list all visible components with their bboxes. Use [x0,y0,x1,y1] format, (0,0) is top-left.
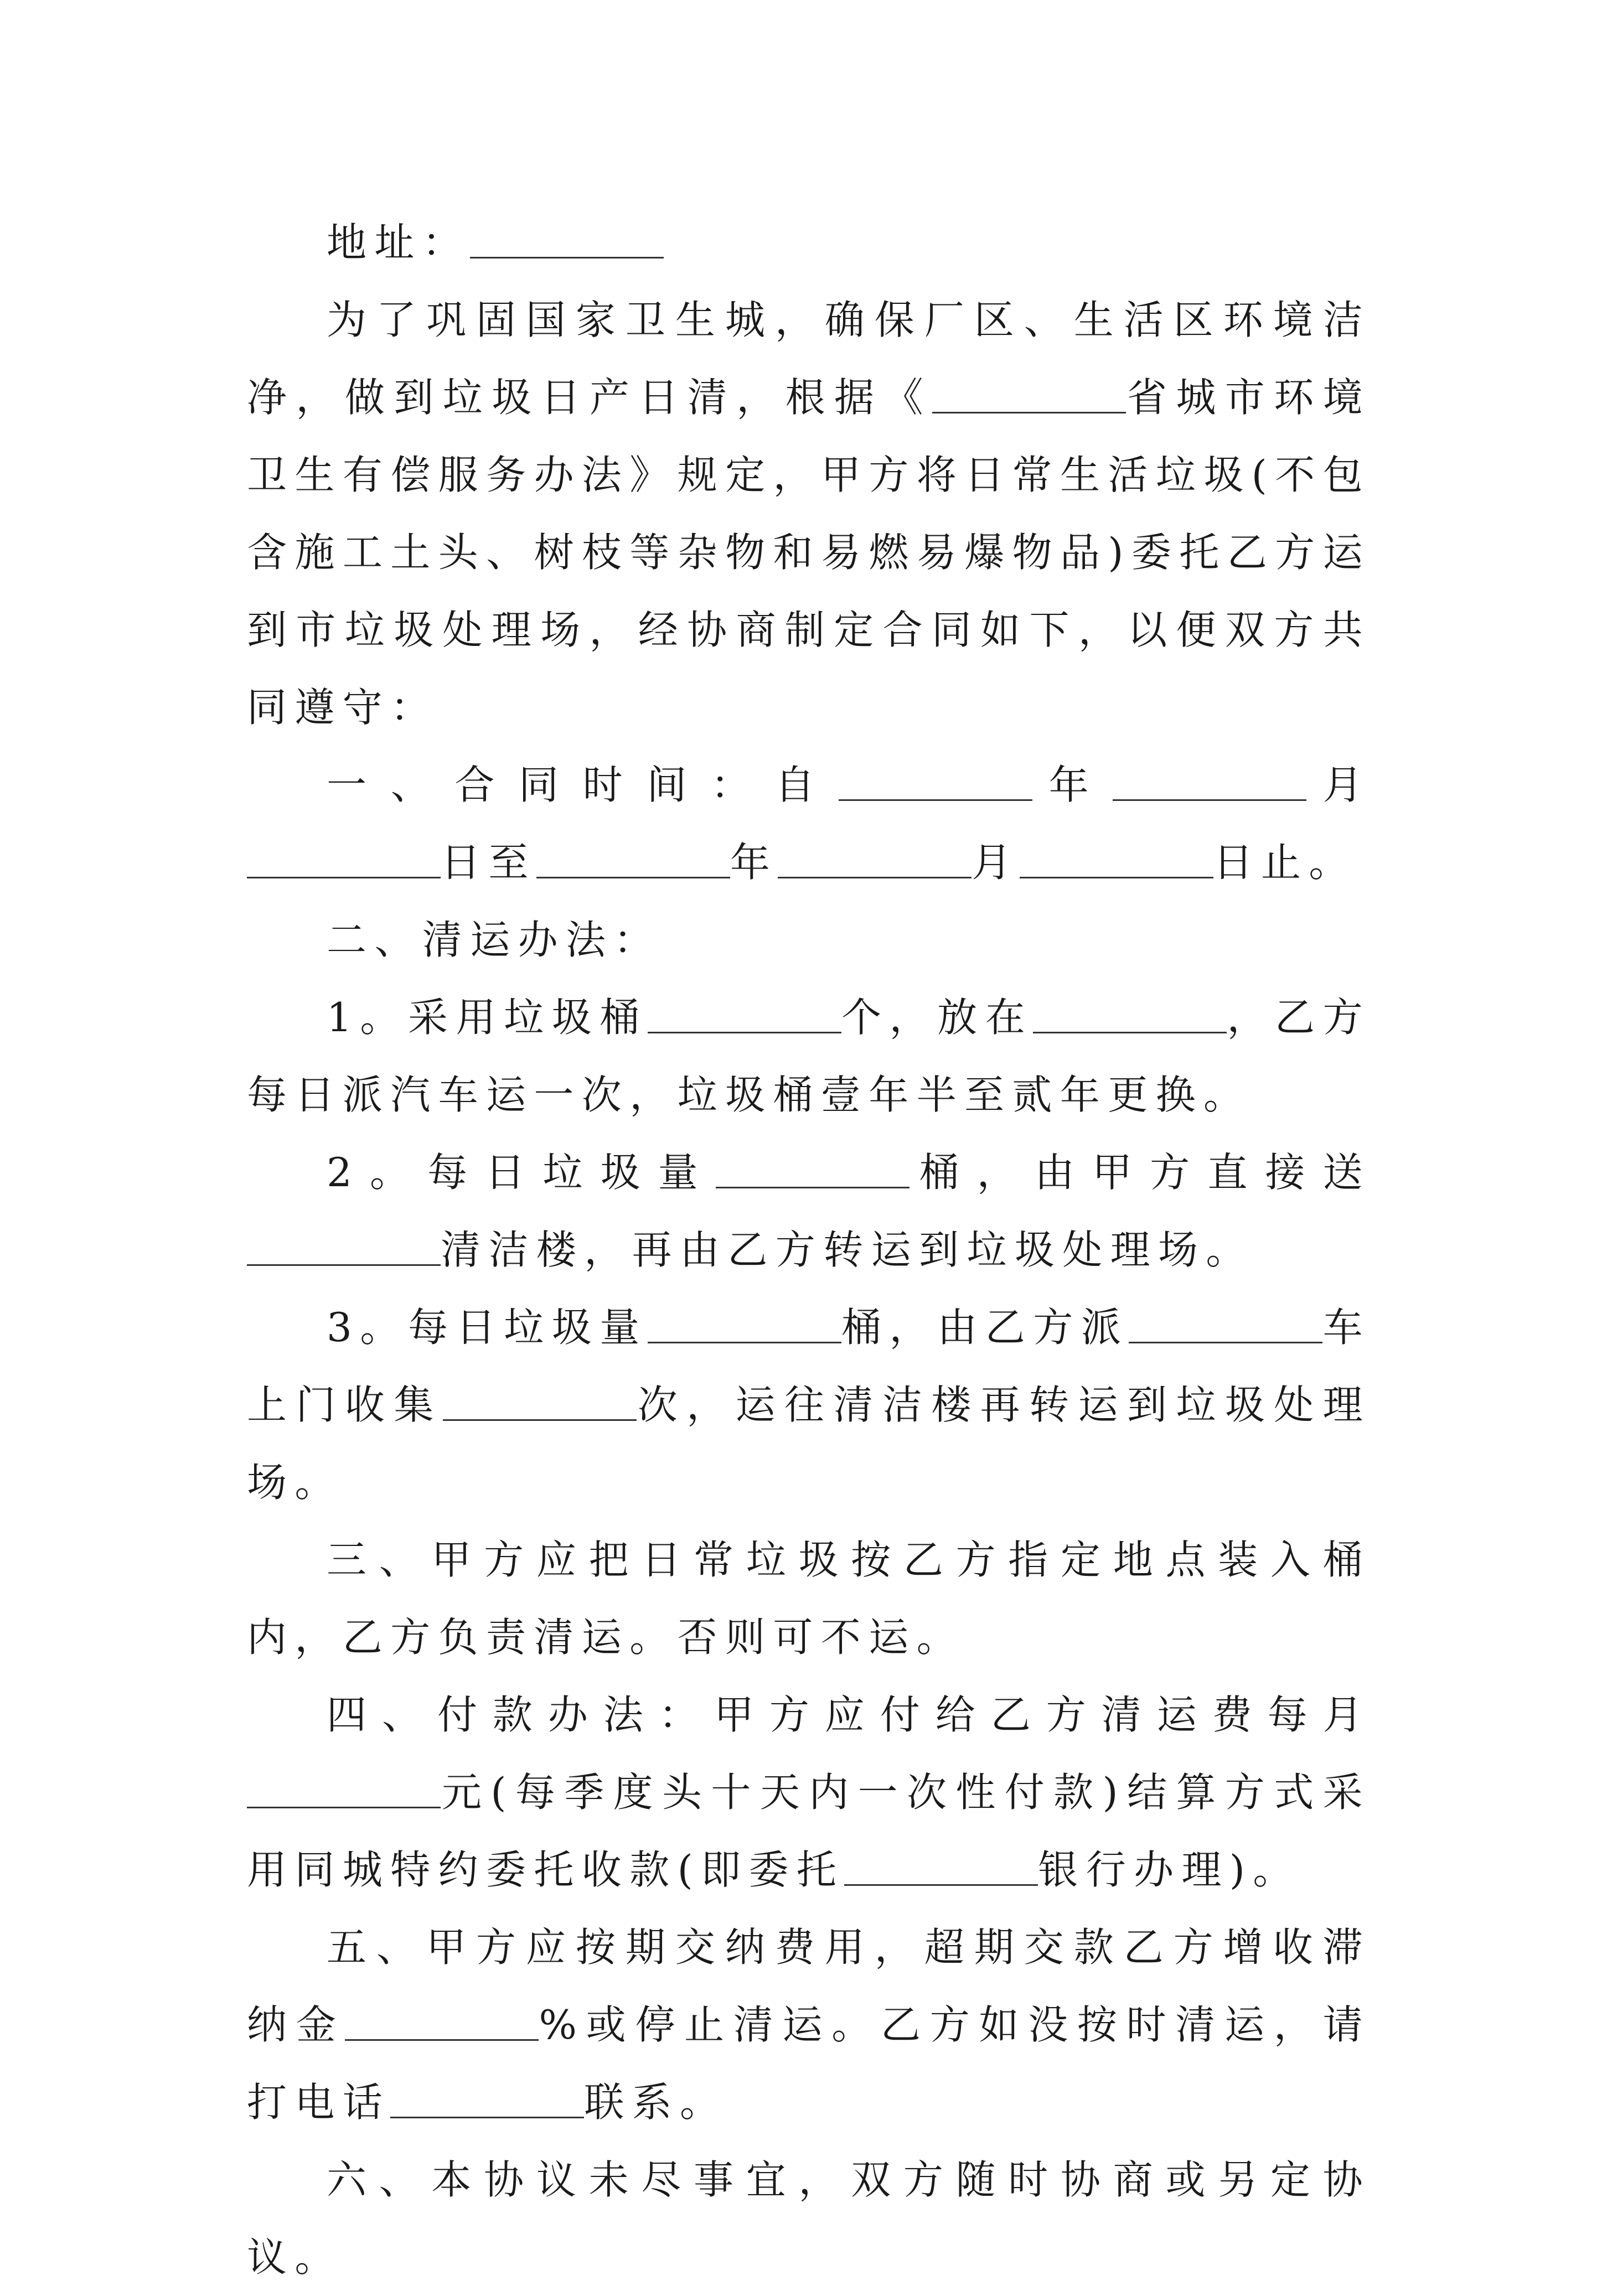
intro-text-1: 为了巩固国家卫生城，确保厂区、生活区环境洁净，做到垃圾日产日清，根据《 [247,297,1371,421]
item1-text-2: 个，放在 [841,994,1033,1041]
intro-text-2: 省城市环境卫生有偿服务办法》规定，甲方将日常生活垃圾(不包含施工土头、树枝等杂物和易燃易爆物品)委托乙方运到市垃圾处理场，经协商制定合同如下，以便双方共同遵守： [247,374,1371,731]
term-text-2: 年 [1032,762,1113,808]
payment-text-1: 四、付款办法：甲方应付给乙方清运费每月 [327,1692,1371,1738]
daily-volume-blank-2 [648,1302,841,1343]
end-day-blank [1020,837,1213,878]
term-text-4: 日至 [441,839,536,886]
term-text-1: 一、合同时间：自 [327,762,839,808]
item1-text-3: ，乙方每日派汽车运一次，垃圾桶壹年半至贰年更换。 [247,994,1371,1118]
item3-text-3: 车上门收集 [247,1304,1371,1428]
bank-blank [844,1844,1038,1886]
clause-payment [247,1676,1371,1909]
start-month-blank [1113,759,1306,801]
clause-bin-placement: 三、甲方应把日常垃圾按乙方指定地点装入桶内，乙方负责清运。否则可不运。 [247,1537,1371,1661]
intro-paragraph [247,281,1371,746]
late-fee-text-1: 五、甲方应按期交纳费用，超期交款乙方增收滞纳金 [247,1924,1371,2048]
clause-method-heading: 二、清运办法： [327,917,662,963]
payment-text-3: 银行办理)。 [1038,1847,1301,1893]
address-blank [470,217,664,258]
method-item-1 [247,979,1371,1134]
item3-text-4: 次，运往清洁楼再转运到垃圾处理场。 [247,1382,1371,1506]
payment-text-2: 元(每季度头十天内一次性付款)结算方式采用同城特约委托收款(即委托 [247,1769,1371,1893]
end-year-blank [536,837,730,878]
term-text-6: 月 [971,839,1020,886]
item1-text-1: 1。采用垃圾桶 [327,994,648,1041]
delivery-location-blank [247,1224,441,1266]
start-year-blank [839,759,1032,801]
daily-volume-blank [716,1147,909,1188]
vehicle-blank [1129,1302,1322,1343]
start-day-blank [247,837,441,878]
item3-text-1: 3。每日垃圾量 [327,1304,648,1351]
method-item-3 [247,1289,1371,1521]
clause-other-matters: 六、本协议未尽事宜，双方随时协商或另定协议。 [247,2157,1371,2281]
monthly-fee-blank [247,1767,441,1808]
late-fee-text-2: %或停止清运。乙方如没按时清运，请打电话 [247,2002,1371,2126]
address-line [247,204,1371,281]
late-fee-text-3: 联系。 [584,2079,728,2126]
item2-text-1: 2。每日垃圾量 [327,1149,716,1196]
contract-body [247,204,1371,2296]
term-text-7: 日止。 [1213,839,1357,886]
item3-text-2: 桶，由乙方派 [841,1304,1129,1351]
phone-blank [390,2077,584,2118]
end-month-blank [778,837,971,878]
term-text-3: 月 [1306,762,1371,808]
bin-count-blank [648,992,841,1033]
province-blank [932,372,1126,413]
item2-text-2: 桶，由甲方直接送 [909,1149,1371,1196]
method-item-2 [247,1134,1371,1289]
late-fee-percent-blank [345,1999,539,2041]
item2-text-3: 清洁楼，再由乙方转运到垃圾处理场。 [441,1227,1254,1273]
term-text-5: 年 [730,839,778,886]
collection-times-blank [443,1379,637,1421]
clause-late-fee [247,1909,1371,2141]
bin-location-blank [1033,992,1227,1033]
address-label: 地址： [327,219,471,266]
clause-contract-term [247,746,1371,901]
